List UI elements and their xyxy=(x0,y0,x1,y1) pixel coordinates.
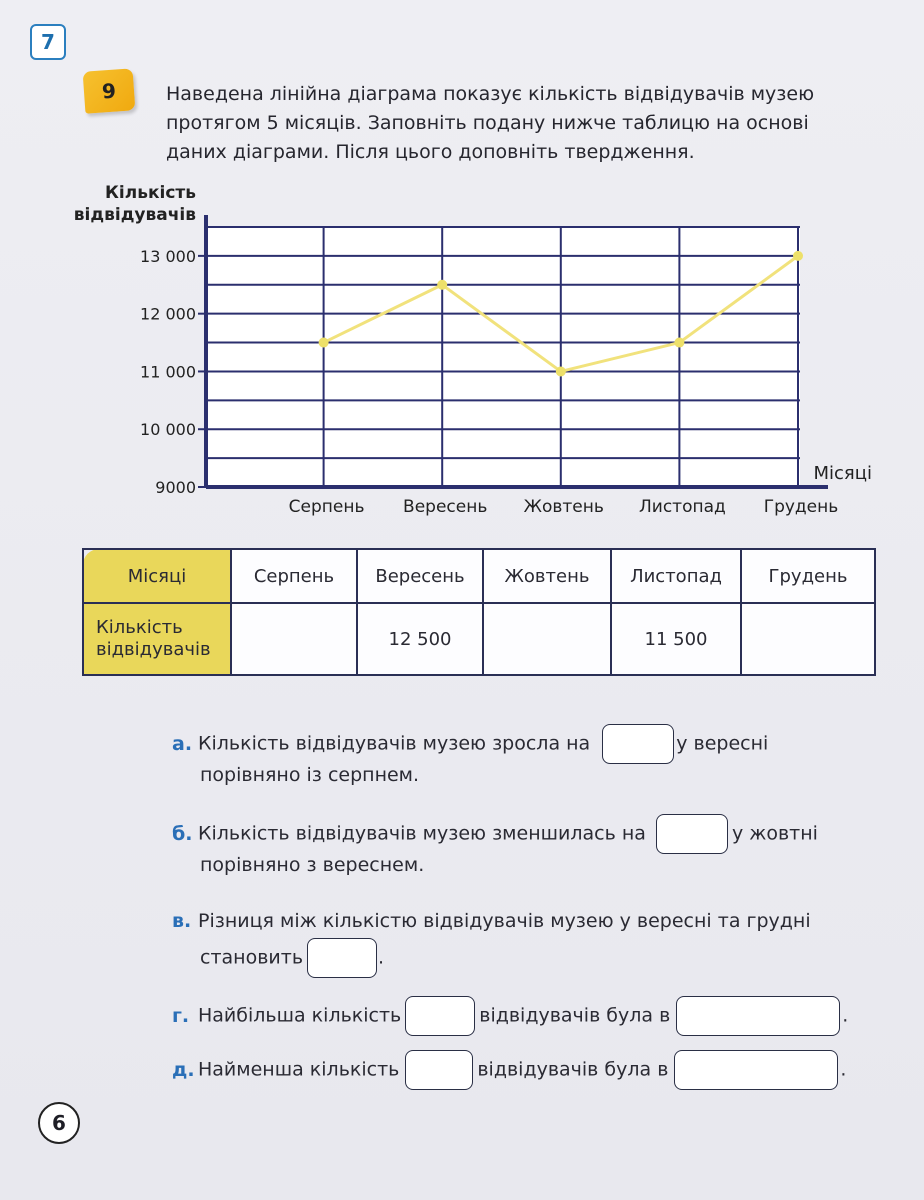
task-instructions xyxy=(166,80,886,167)
question-text: Кількість відвідувачів музею зросла на xyxy=(198,732,591,755)
table-value-cell[interactable] xyxy=(483,603,611,675)
question-text: відвідувачів була в xyxy=(479,1004,671,1027)
line-chart xyxy=(0,170,924,530)
table-header-months: Місяці xyxy=(83,549,231,603)
question-text: Кількість відвідувачів музею зменшилась на xyxy=(198,822,646,845)
data-point xyxy=(556,366,566,376)
question-letter: а. xyxy=(172,732,193,755)
table-month-cell: Вересень xyxy=(357,549,483,603)
table-header-visitors xyxy=(83,603,231,675)
question-letter: в. xyxy=(172,910,192,932)
question-text: . xyxy=(840,1058,847,1081)
data-point xyxy=(793,251,803,261)
question-v xyxy=(172,906,811,936)
answer-box[interactable] xyxy=(405,1050,473,1090)
answer-box[interactable] xyxy=(405,996,475,1036)
question-text: становить xyxy=(200,946,304,969)
x-tick-label: Вересень xyxy=(403,497,488,517)
task-line: протягом 5 місяців. Заповніть подану нижче таблицю на основі xyxy=(166,112,809,134)
task-line: даних діаграми. Після цього доповніть твердження. xyxy=(166,141,695,163)
question-letter: д. xyxy=(172,1058,195,1081)
question-b-line2: порівняно з вереснем. xyxy=(200,854,425,876)
table-value-cell[interactable] xyxy=(231,603,357,675)
table-header-visitors-line: Кількість xyxy=(96,617,183,638)
x-axis-label: Місяці xyxy=(813,463,872,484)
table-month-cell: Серпень xyxy=(231,549,357,603)
task-number-badge: 9 xyxy=(83,68,136,113)
x-tick-label: Листопад xyxy=(639,497,726,517)
y-tick-label: 13 000 xyxy=(140,246,196,266)
question-text: . xyxy=(842,1004,849,1027)
question-text: Найменша кількість xyxy=(198,1058,400,1081)
y-tick-label: 11 000 xyxy=(140,362,196,382)
table-value-cell[interactable]: 11 500 xyxy=(611,603,741,675)
y-tick-label: 9000 xyxy=(155,478,196,497)
plot-area xyxy=(206,227,800,487)
table-row-visitors xyxy=(83,603,875,675)
answer-box[interactable] xyxy=(307,938,377,978)
question-g xyxy=(172,996,848,1036)
table-value-cell[interactable]: 12 500 xyxy=(357,603,483,675)
table-value-cell[interactable] xyxy=(741,603,875,675)
data-point xyxy=(674,338,684,348)
question-text: Різниця між кількістю відвідувачів музею у вересні та грудні xyxy=(198,910,811,932)
question-a-line2: порівняно із серпнем. xyxy=(200,764,420,786)
line-chart-svg xyxy=(0,170,924,530)
question-text: відвідувачів була в xyxy=(477,1058,669,1081)
task-line: Наведена лінійна діаграма показує кількість відвідувачів музею xyxy=(166,83,815,105)
y-axis-label: відвідувачів xyxy=(73,205,196,225)
question-d xyxy=(172,1050,846,1090)
table-month-cell: Листопад xyxy=(611,549,741,603)
y-tick-label: 12 000 xyxy=(140,304,196,324)
x-tick-label: Грудень xyxy=(763,497,839,517)
question-v-line2 xyxy=(200,938,384,978)
table-header-visitors-line: відвідувачів xyxy=(96,639,211,660)
data-point xyxy=(319,338,329,348)
unit-number-badge: 7 xyxy=(30,24,66,60)
question-letter: г. xyxy=(172,1004,190,1027)
answer-box[interactable] xyxy=(602,724,674,764)
y-axis-label: Кількість xyxy=(105,183,196,203)
answer-box[interactable] xyxy=(656,814,728,854)
y-tick-label: 10 000 xyxy=(140,420,196,440)
table-month-cell: Грудень xyxy=(741,549,875,603)
x-tick-label: Жовтень xyxy=(523,497,604,517)
question-b xyxy=(172,814,818,854)
question-text: Найбільша кількість xyxy=(198,1004,402,1027)
question-text: у вересні xyxy=(676,732,769,755)
page-number: 6 xyxy=(38,1102,80,1144)
x-tick-label: Серпень xyxy=(288,497,365,517)
table-month-cell: Жовтень xyxy=(483,549,611,603)
table-row-months xyxy=(83,549,875,603)
question-a xyxy=(172,724,768,764)
question-text: . xyxy=(378,946,385,969)
question-text: у жовтні xyxy=(731,822,818,845)
question-letter: б. xyxy=(172,822,193,845)
answer-box-month[interactable] xyxy=(674,1050,838,1090)
data-point xyxy=(437,280,447,290)
answer-box-month[interactable] xyxy=(676,996,840,1036)
visitors-table xyxy=(82,548,876,676)
